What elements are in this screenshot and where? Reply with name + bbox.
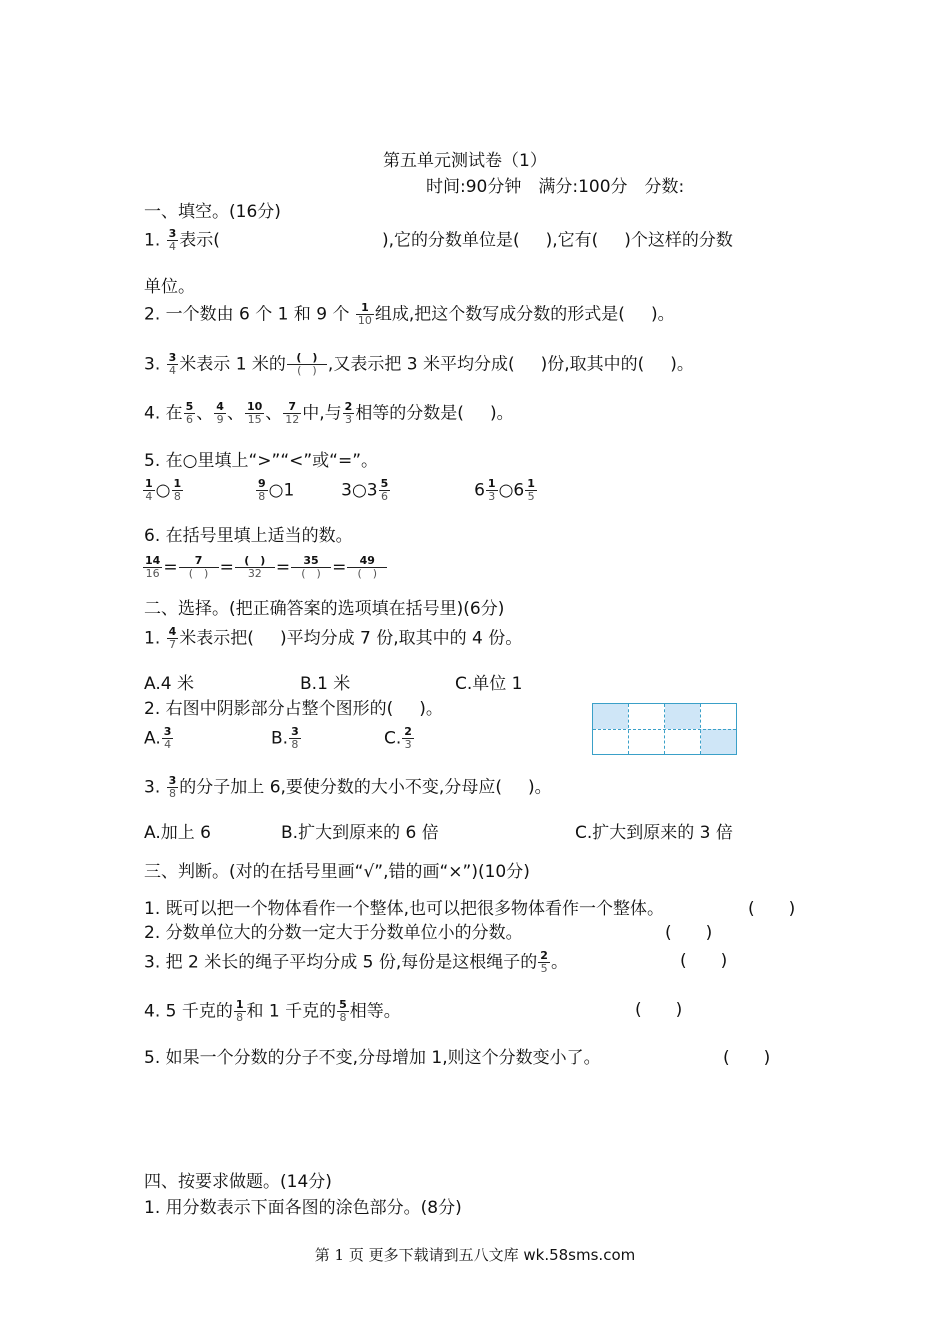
section3-heading: 三、判断。(对的在括号里画“√”,错的画“×”)(10分) [144,862,530,882]
s2-q1: 1. $\frac{4}{7}$ 米表示把( )平均分成 7 份,取其中的 4 份。 [144,625,523,651]
s2-q2-opt-a: A. $\frac{3}{4}$ [144,725,172,751]
s1-q1: 1. $\frac{3}{4}$ 表示( ),它的分数单位是( ),它有( )个这样的分数 [144,227,733,253]
s2-q1-opt-a: A.4 米 [144,674,194,694]
s3-q1: 1. 既可以把一个物体看作一个整体,也可以把很多物体看作一个整体。 [144,899,665,919]
s2-q3-opt-c: C.扩大到原来的 3 倍 [575,823,733,843]
section2-heading: 二、选择。(把正确答案的选项填在括号里)(6分) [144,599,505,619]
fraction: $\frac{3}{4}$ [168,227,177,253]
page-title: 第五单元测试卷（1） [383,151,547,171]
s1-q4: 4. 在 $\frac{5}{6}$ 、 $\frac{4}{9}$ 、 $\frac{10}{15}$ 、 $\frac{7}{12}$ 中,与 $\frac{2}{3}$ 相等的分数是( )。 [144,400,514,426]
shaded-grid-figure [592,703,737,755]
s4-q1: 1. 用分数表示下面各图的涂色部分。(8分) [144,1198,462,1218]
shaded-cell [701,729,736,754]
s1-q1-cont: 单位。 [144,277,195,297]
answer-paren[interactable]: ( ) [635,1000,683,1020]
s1-q6: 6. 在括号里填上适当的数。 [144,526,353,546]
s2-q2-opt-c: C. $\frac{2}{3}$ [384,725,412,751]
s3-q5: 5. 如果一个分数的分子不变,分母增加 1,则这个分数变小了。 [144,1048,601,1068]
page-footer: 第 1 页 更多下载请到五八文库 wk.58sms.com [314,1246,636,1264]
s1-q5: 5. 在○里填上“>”“<”或“=”。 [144,451,379,471]
answer-paren[interactable]: ( ) [665,923,713,943]
s1-q5-items: $\frac{1}{4}$ ○ $\frac{1}{8}$ $\frac{9}{8}$ ○1 3○3 $\frac{5}{6}$ 6 $\frac{1}{3}$ ○6 $\frac{1}{5}$ [145,477,535,503]
s2-q1-opt-b: B.1 米 [300,674,351,694]
answer-paren[interactable]: ( ) [723,1048,771,1068]
shaded-cell [665,704,700,729]
s3-q4: 4. 5 千克的 $\frac{1}{8}$ 和 1 千克的 $\frac{5}{8}$ 相等。 [144,998,401,1024]
answer-paren[interactable]: ( ) [748,899,796,919]
footer-link[interactable]: wk.58sms.com [523,1246,636,1264]
s3-q3: 3. 把 2 米长的绳子平均分成 5 份,每份是这根绳子的 $\frac{2}{5}$ 。 [144,949,568,975]
s2-q3-opt-a: A.加上 6 [144,823,211,843]
answer-paren[interactable]: ( ) [680,951,728,971]
s1-q2: 2. 一个数由 6 个 1 和 9 个 $\frac{1}{10}$ 组成,把这个数写成分数的形式是( )。 [144,301,675,327]
s2-q3-opt-b: B.扩大到原来的 6 倍 [281,823,439,843]
s2-q3: 3. $\frac{3}{8}$ 的分子加上 6,要使分数的大小不变,分母应( )。 [144,774,552,800]
section4-heading: 四、按要求做题。(14分) [144,1172,332,1192]
s2-q1-opt-c: C.单位 1 [455,674,523,694]
s1-q6-eq: $\frac{14}{16}$ = 7 ( ) = ( ) 32 = 35 ( ) = 49 ( ) [142,555,388,580]
s1-q3: 3. $\frac{3}{4}$ 米表示 1 米的 ( ) ( ) ,又表示把 3 米平均分成( )份,取其中的( )。 [144,351,694,377]
section1-heading: 一、填空。(16分) [144,202,281,222]
shaded-cell [593,704,628,729]
s2-q2: 2. 右图中阴影部分占整个图形的( )。 [144,699,443,719]
s2-q2-opt-b: B. $\frac{3}{8}$ [271,725,299,751]
exam-info: 时间:90分钟 满分:100分 分数: [426,177,685,197]
s3-q2: 2. 分数单位大的分数一定大于分数单位小的分数。 [144,923,523,943]
